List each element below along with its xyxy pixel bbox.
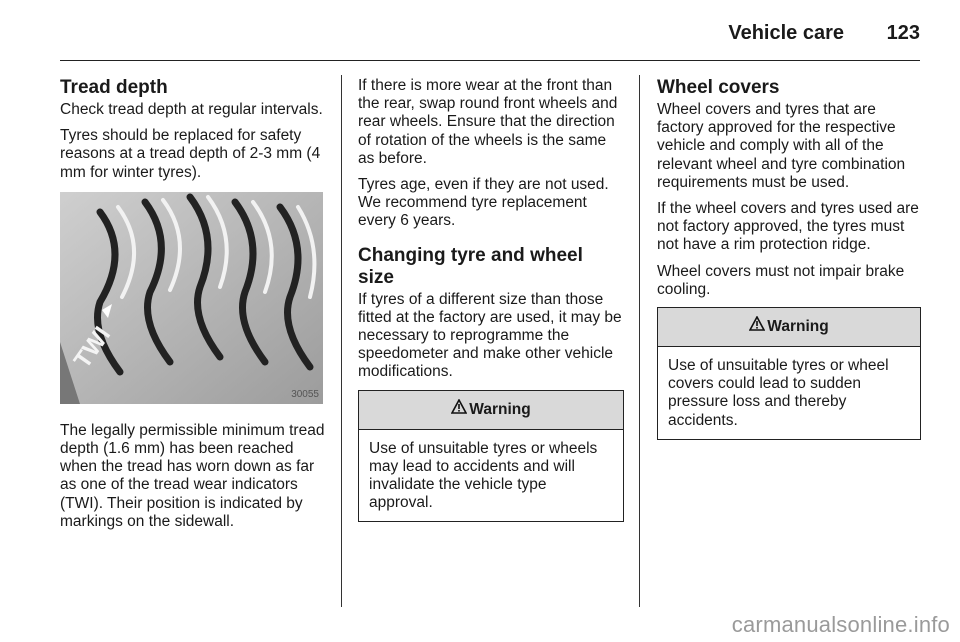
- column-2: [358, 77, 624, 522]
- page-header: [60, 18, 920, 61]
- changing-tyre-heading: Changing tyre and wheel size: [358, 244, 583, 288]
- warning-title: Warning: [767, 318, 829, 336]
- tyre-tread-figure: [60, 192, 323, 404]
- paragraph: If there is more wear at the front than the rear, swap round front wheels and rear wheels. Ensure that the direction of rotation of the wheels is the same as before.: [358, 77, 618, 167]
- paragraph: If tyres of a different size than those fitted at the factory are used, it may be necessary to reprogramme the speedometer and make other vehicle modifications.: [358, 290, 622, 381]
- paragraph: The legally permissible minimum tread depth (1.6 mm) has been reached when the tread has worn down as far as one of the tread wear indicators (TWI). Their position is indicated by markings on the sidewall.: [60, 421, 325, 530]
- warning-box: [358, 390, 624, 523]
- paragraph: Wheel covers and tyres that are factory approved for the respective vehicle and comply with all of the relevant wheel and tyre combination requirements must be used.: [657, 101, 906, 191]
- warning-header: [658, 308, 920, 347]
- warning-body: Use of unsuitable tyres or wheels may lead to accidents and will invalidate the vehicle type approval.: [369, 439, 598, 512]
- warning-triangle-icon: [451, 399, 467, 414]
- watermark: carmanualsonline.info: [731, 612, 950, 637]
- paragraph: Check tread depth at regular intervals.: [60, 101, 323, 118]
- twi-label: TWI: [68, 321, 117, 374]
- tread-depth-heading: Tread depth: [60, 77, 168, 98]
- warning-title: Warning: [469, 400, 531, 418]
- column-divider-2: [639, 75, 640, 607]
- warning-body: Use of unsuitable tyres or wheel covers could lead to sudden pressure loss and thereby accidents.: [668, 357, 889, 429]
- wheel-covers-heading: Wheel covers: [657, 77, 780, 98]
- warning-triangle-icon: [749, 316, 765, 331]
- tyre-tread-illustration: [60, 192, 323, 404]
- column-divider-1: [341, 75, 342, 607]
- paragraph: Wheel covers must not impair brake cooling.: [657, 262, 905, 298]
- paragraph: Tyres should be replaced for safety reasons at a tread depth of 2-3 mm (4 mm for winter tyres).: [60, 127, 321, 181]
- warning-header: [359, 391, 623, 430]
- column-1: [60, 77, 328, 539]
- section-title: Vehicle care: [728, 22, 844, 44]
- column-3: [657, 77, 921, 440]
- warning-box: [657, 307, 921, 440]
- figure-code: 30055: [291, 388, 319, 400]
- page-number: 123: [886, 22, 920, 44]
- paragraph: If the wheel covers and tyres used are not factory approved, the tyres must not have a rim protection ridge.: [657, 200, 919, 254]
- paragraph: Tyres age, even if they are not used. We recommend tyre replacement every 6 years.: [358, 176, 609, 230]
